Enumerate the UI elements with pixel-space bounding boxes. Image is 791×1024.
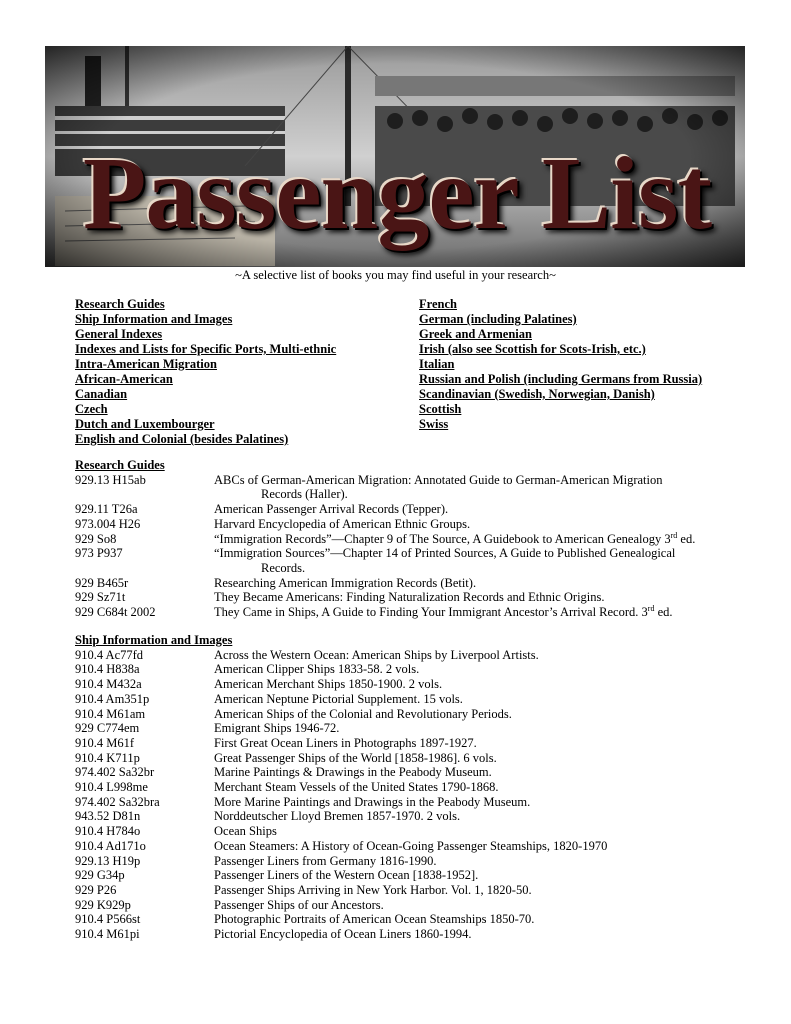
book-title-text: American Ships of the Colonial and Revolutionary Periods. — [214, 706, 512, 721]
toc-link[interactable]: Russian and Polish (including Germans from Russia) — [419, 372, 703, 386]
section-heading[interactable]: Research Guides — [75, 458, 165, 472]
book-title — [214, 502, 754, 517]
book-title — [214, 868, 754, 883]
book-row — [75, 912, 754, 927]
book-title-text: Passenger Liners from Germany 1816-1990. — [214, 853, 437, 868]
superscript: rd — [670, 530, 678, 540]
book-title — [214, 707, 754, 722]
toc-link[interactable]: Intra-American Migration — [75, 357, 217, 371]
book-row — [75, 576, 754, 591]
call-number: 929 G34p — [75, 868, 125, 883]
book-title-suffix: ed. — [677, 531, 696, 546]
tagline: ~A selective list of books you may find useful in your research~ — [235, 268, 556, 282]
toc-link[interactable]: Research Guides — [75, 297, 165, 311]
book-title-text: Across the Western Ocean: American Ships by Liverpool Artists. — [214, 647, 539, 662]
book-title — [214, 721, 754, 736]
book-title — [214, 824, 754, 839]
book-title-text: Passenger Ships of our Ancestors. — [214, 897, 384, 912]
book-row — [75, 707, 754, 722]
book-title — [214, 898, 754, 913]
call-number: 910.4 M61am — [75, 706, 146, 721]
toc-link[interactable]: German (including Palatines) — [419, 312, 577, 326]
book-row — [75, 517, 754, 532]
book-row — [75, 677, 754, 692]
book-row — [75, 648, 754, 663]
call-number: 929.13 H15ab — [75, 472, 146, 487]
call-number: 910.4 Ad171o — [75, 838, 146, 853]
book-title-text: “Immigration Sources”—Chapter 14 of Printed Sources, A Guide to Published Genealogical — [214, 546, 676, 561]
book-title-text: They Became Americans: Finding Naturalization Records and Ethnic Origins. — [214, 590, 605, 605]
book-title-continuation: Records (Haller). — [261, 487, 348, 502]
book-title-text: American Merchant Ships 1850-1900. 2 vols. — [214, 677, 443, 692]
call-number: 910.4 M432a — [75, 677, 142, 692]
book-title-text: Great Passenger Ships of the World [1858-1986]. 6 vols. — [214, 750, 497, 765]
call-number: 929 P26 — [75, 882, 117, 897]
book-title — [214, 532, 754, 547]
book-title — [214, 751, 754, 766]
call-number: 929 C684t 2002 — [75, 605, 156, 620]
book-row — [75, 473, 754, 502]
banner-image — [45, 46, 745, 267]
toc-link[interactable]: General Indexes — [75, 327, 163, 341]
book-title-text: American Passenger Arrival Records (Tepper). — [214, 502, 449, 517]
book-row — [75, 898, 754, 913]
toc-link[interactable]: Italian — [419, 357, 455, 371]
book-row — [75, 751, 754, 766]
book-title — [214, 590, 754, 605]
book-title — [214, 473, 754, 502]
call-number: 910.4 K711p — [75, 750, 140, 765]
book-title-suffix: ed. — [654, 605, 673, 620]
book-row — [75, 502, 754, 517]
toc-link[interactable]: Canadian — [75, 387, 128, 401]
book-title — [214, 795, 754, 810]
book-title — [214, 576, 754, 591]
toc-link[interactable]: Indexes and Lists for Specific Ports, Multi-ethnic — [75, 342, 337, 356]
book-title-text: Merchant Steam Vessels of the United States 1790-1868. — [214, 780, 499, 795]
call-number: 974.402 Sa32bra — [75, 794, 160, 809]
call-number: 910.4 H784o — [75, 824, 141, 839]
book-row — [75, 605, 754, 620]
call-number: 929.11 T26a — [75, 502, 138, 517]
book-title — [214, 546, 754, 575]
section-heading[interactable]: Ship Information and Images — [75, 633, 233, 647]
book-title — [214, 677, 754, 692]
call-number: 974.402 Sa32br — [75, 765, 155, 780]
toc-link[interactable]: Irish (also see Scottish for Scots-Irish, etc.) — [419, 342, 646, 356]
book-row — [75, 765, 754, 780]
book-title-text: Harvard Encyclopedia of American Ethnic Groups. — [214, 516, 471, 531]
call-number: 929.13 H19p — [75, 853, 141, 868]
book-title — [214, 883, 754, 898]
toc-link[interactable]: Swiss — [419, 417, 449, 431]
book-title-text: Researching American Immigration Records (Betit). — [214, 575, 477, 590]
call-number: 910.4 H838a — [75, 662, 140, 677]
book-title-text: American Neptune Pictorial Supplement. 15 vols. — [214, 691, 463, 706]
book-title — [214, 839, 754, 854]
book-row — [75, 546, 754, 575]
book-row — [75, 662, 754, 677]
book-row — [75, 795, 754, 810]
book-title-continuation: Records. — [261, 560, 306, 575]
superscript: rd — [647, 603, 655, 613]
book-row — [75, 809, 754, 824]
toc-link[interactable]: Czech — [75, 402, 108, 416]
toc-link[interactable]: African-American — [75, 372, 173, 386]
call-number: 910.4 M61pi — [75, 927, 140, 942]
book-title-text: Ocean Ships — [214, 824, 277, 839]
book-row — [75, 927, 754, 942]
book-row — [75, 692, 754, 707]
book-row — [75, 736, 754, 751]
book-title-text: American Clipper Ships 1833-58. 2 vols. — [214, 662, 420, 677]
book-title-text: Pictorial Encyclopedia of Ocean Liners 1860-1994. — [214, 927, 472, 942]
call-number: 929 So8 — [75, 531, 117, 546]
book-title-text: More Marine Paintings and Drawings in the Peabody Museum. — [214, 794, 531, 809]
book-title — [214, 765, 754, 780]
call-number: 910.4 P566st — [75, 912, 141, 927]
call-number: 929 C774em — [75, 721, 140, 736]
book-title — [214, 912, 754, 927]
book-row — [75, 868, 754, 883]
book-title — [214, 854, 754, 869]
book-title-text: They Came in Ships, A Guide to Finding Your Immigrant Ancestor’s Arrival Record. 3 — [214, 605, 648, 620]
book-title — [214, 692, 754, 707]
toc-right-column — [419, 297, 702, 432]
toc-link[interactable]: Scottish — [419, 402, 462, 416]
book-title — [214, 648, 754, 663]
book-title-text: First Great Ocean Liners in Photographs 1897-1927. — [214, 735, 477, 750]
toc-left-column — [75, 297, 336, 447]
book-title — [214, 605, 754, 620]
book-title — [214, 780, 754, 795]
book-title-text: Emigrant Ships 1946-72. — [214, 721, 340, 736]
call-number: 910.4 M61f — [75, 735, 135, 750]
book-title — [214, 927, 754, 942]
book-row — [75, 824, 754, 839]
book-title-text: Passenger Liners of the Western Ocean [1838-1952]. — [214, 868, 479, 883]
book-title — [214, 662, 754, 677]
ship-info-section — [75, 633, 754, 942]
book-title-text: Norddeutscher Lloyd Bremen 1857-1970. 2 vols. — [214, 809, 461, 824]
book-row — [75, 532, 754, 547]
book-title-text: Passenger Ships Arriving in New York Harbor. Vol. 1, 1820-50. — [214, 882, 532, 897]
call-number: 910.4 Am351p — [75, 691, 150, 706]
book-title — [214, 517, 754, 532]
toc-link[interactable]: English and Colonial (besides Palatines) — [75, 432, 289, 446]
book-row — [75, 721, 754, 736]
book-row — [75, 839, 754, 854]
book-title — [214, 736, 754, 751]
book-title — [214, 809, 754, 824]
toc-link[interactable]: French — [419, 297, 457, 311]
book-title-text: Photographic Portraits of American Ocean Steamships 1850-70. — [214, 912, 535, 927]
call-number: 973.004 H26 — [75, 516, 141, 531]
research-guides-section — [75, 458, 754, 620]
book-title-text: ABCs of German-American Migration: Annotated Guide to German-American Migration — [214, 472, 663, 487]
book-row — [75, 590, 754, 605]
book-row — [75, 780, 754, 795]
toc-link[interactable]: Greek and Armenian — [419, 327, 532, 341]
book-title-text: Ocean Steamers: A History of Ocean-Going Passenger Steamships, 1820-1970 — [214, 838, 608, 853]
call-number: 929 K929p — [75, 897, 131, 912]
call-number: 910.4 Ac77fd — [75, 647, 144, 662]
book-row — [75, 854, 754, 869]
toc-link[interactable]: Dutch and Luxembourger — [75, 417, 215, 431]
call-number: 929 B465r — [75, 575, 129, 590]
call-number: 910.4 L998me — [75, 780, 148, 795]
call-number: 929 Sz71t — [75, 590, 126, 605]
book-title-text: Marine Paintings & Drawings in the Peabody Museum. — [214, 765, 492, 780]
toc-link[interactable]: Ship Information and Images — [75, 312, 233, 326]
toc-link[interactable]: Scandinavian (Swedish, Norwegian, Danish) — [419, 387, 655, 401]
book-title-text: “Immigration Records”—Chapter 9 of The Source, A Guidebook to American Genealogy 3 — [214, 531, 671, 546]
call-number: 973 P937 — [75, 546, 123, 561]
book-row — [75, 883, 754, 898]
banner-title: Passenger List — [82, 136, 712, 251]
call-number: 943.52 D81n — [75, 809, 141, 824]
